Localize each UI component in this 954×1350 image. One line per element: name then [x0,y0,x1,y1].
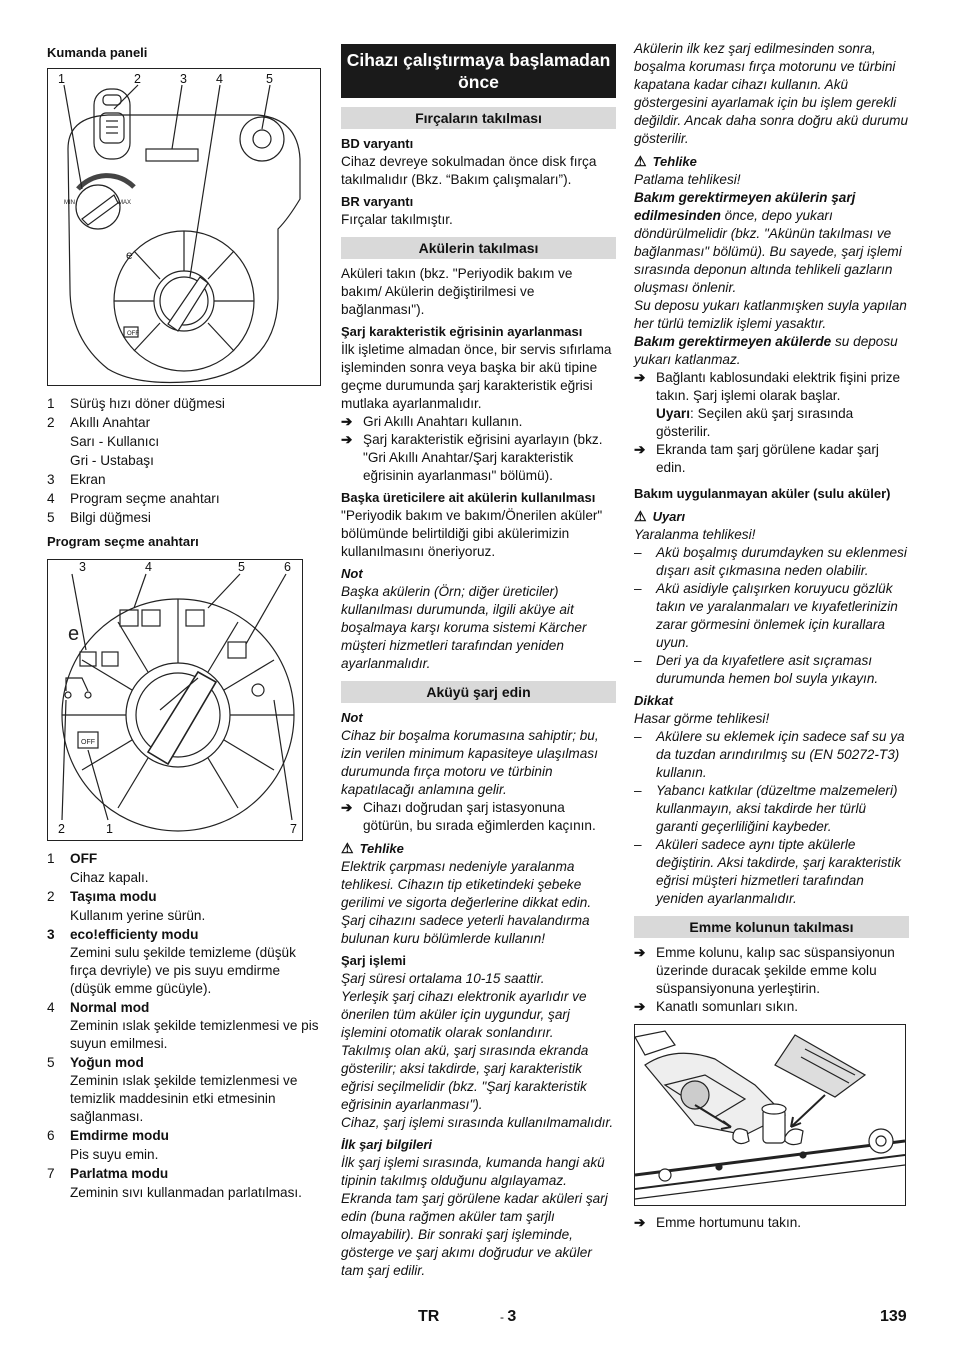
warning-item: – Akü boşalmış durumdayken su eklenmesi dışarı asit çıkmasına neden olabilir. [634,545,907,578]
suction-step-1: ➔ Emme kolunu, kalıp sac süspansiyonun üzerinde duracak şekilde emme kolu süspansiyonuna yerleştirin. [634,945,895,996]
fig1-min: MIN [64,200,75,206]
warning-icon: ⚠ [634,508,647,524]
plug-step: ➔ Bağlantı kablosundaki elektrik fişini prize takın. Şarj işlemi olarak başlar. [634,370,901,403]
fig1-label-3: 3 [180,72,187,86]
warning-title: ⚠ Uyarı [634,508,686,524]
wet-batteries-title: Bakım uygulanmayan aküler (sulu aküler) [634,486,891,501]
subhead-brushes: Fırçaların takılması [341,107,616,129]
right-column [634,40,909,1232]
subhead-suction: Emme kolunun takılması [634,916,909,938]
arrow-icon: ➔ [634,1215,646,1230]
mode-item: 2 Taşıma modu [47,889,157,904]
mode-item: 1 OFF [47,851,98,866]
fig1-off: OFF [127,331,139,337]
danger-title-2: ⚠ Tehlike [634,153,697,169]
legend-item: 2 Akıllı Anahtar [47,415,151,430]
fig2-label-1: 1 [106,822,113,836]
caution-title: Dikkat [634,693,674,708]
br-title: BR varyantı [341,194,414,209]
warning-sub: Yaralanma tehlikesi! [634,527,756,542]
fig2-label-6: 6 [284,560,291,574]
fig1-e: e [126,248,133,262]
arrow-icon: ➔ [341,800,353,815]
legend-item: 4 Program seçme anahtarı [47,491,220,506]
fig2-label-2: 2 [58,822,65,836]
suction-step-3: ➔ Emme hortumunu takın. [634,1215,802,1230]
arrow-icon: ➔ [634,370,646,385]
charging-text-3: Takılmış olan akü, şarj sırasında ekranda gösterilir; aksi takdirde, şarj karakteristik eğrisi seçilmelidir (bkz. "Şarj karakteristik eğrisinin ayarlanması"). [341,1043,589,1112]
fig2-label-5: 5 [238,560,245,574]
warning-item: – Akü asidiyle çalışırken koruyucu gözlük takın ve yaralanmaları ve kıyafetlerinizin zarar görmesini önlemek için kurallara uyun. [634,581,898,650]
plug-note: Uyarı: Seçilen akü şarj sırasında gösterilir. [656,406,854,439]
danger-text-3: Bakım gerektirmeyen akülerin şarj edilmesinden önce, depo yukarı döndürülmelidir (bkz. "Akünün takılması ve bağlanması" bölümü). Bu sayede, şarj işlemi sırasında deponun altında tehlikeli gazların oluşması önlenir. [634,190,902,295]
suction-bar-figure [634,1024,906,1206]
program-switch-title: Program seçme anahtarı [47,534,199,549]
warning-icon: ⚠ [634,153,647,169]
other-brands-title: Başka üreticilere ait akülerin kullanılması [341,490,596,505]
caution-item: – Akülere su eklemek için sadece saf su ya da tuzdan arındırılmış su (EN 50272-T3) kullanın. [634,729,905,780]
mode-item: 6 Emdirme modu [47,1128,169,1143]
control-panel-figure [47,68,321,386]
charge-step-1: ➔ Cihazı doğrudan şarj istasyonuna götürün, bu sırada eğimlerden kaçının. [341,800,596,833]
subhead-batteries: Akülerin takılması [341,237,616,259]
fig2-label-7: 7 [290,822,297,836]
mode-desc: Zemini sulu şekilde temizleme (düşük fırça devriyle) ve pis suyu emdirme (düşük emme gücüyle). [70,945,296,996]
danger-text-1: Elektrik çarpması nedeniyle yaralanma tehlikesi. Cihazın tip etiketindeki şebeke gerilimi ve sigorta değerlerine dikkat edin. [341,859,592,910]
mode-item: 7 Parlatma modu [47,1166,169,1181]
br-text: Fırçalar takılmıştır. [341,212,453,227]
middle-column [341,40,616,1280]
first-charge-title: İlk şarj bilgileri [341,1137,433,1152]
danger-text-5: Bakım gerektirmeyen akülerde su deposu yukarı katlanmaz. [634,334,898,367]
note-2-title: Not [341,710,363,725]
bd-title: BD varyantı [341,136,414,151]
mode-desc: Cihaz kapalı. [70,870,149,885]
legend-item: 5 Bilgi düğmesi [47,510,151,525]
control-panel-drawing [48,69,320,385]
curve-text: İlk işletime almadan önce, bir servis sıfırlama işleminden sonra veya başka bir akü tipine geçme durumunda şarj karakteristik eğrisi mutlaka ayarlanmalıdır. [341,342,612,411]
full-charge-step: ➔ Ekranda tam şarj görülene kadar şarj edin. [634,442,879,475]
arrow-icon: ➔ [634,999,646,1014]
legend-item: 3 Ekran [47,472,106,487]
charging-text-4: Cihaz, şarj işlemi sırasında kullanılmamalıdır. [341,1115,614,1130]
note-2-text: Cihaz bir boşalma korumasına sahiptir; bu, izin verilen minimum kapasiteye ulaşılması durumunda fırça motoru ve türbinin kapatılacağı anlamına gelir. [341,728,599,797]
section-banner: Cihazı çalıştırmaya başlamadan önce [341,44,616,98]
batteries-text: Aküleri takın (bkz. "Periyodik bakım ve bakım/ Akülerin değiştirilmesi ve bağlanması"). [341,266,573,317]
legend-item: Sarı - Kullanıcı [70,434,160,449]
mode-desc: Kullanım yerine sürün. [70,908,206,923]
mode-desc: Zeminin ıslak şekilde temizlenmesi ve temizlik maddesinin etki etmesinin sağlanması. [70,1073,298,1124]
caution-item: – Yabancı katkılar (düzeltme malzemeleri) kullanmayın, aksi takdirde her türlü garanti geçerliliğini kaybeder. [634,783,898,834]
curve-title: Şarj karakteristik eğrisinin ayarlanması [341,324,583,339]
warning-item: – Deri ya da kıyafetlere asit sıçraması durumunda hemen bol suyla yıkayın. [634,653,879,686]
control-panel-title: Kumanda paneli [47,45,148,60]
danger-title: ⚠ Tehlike [341,840,404,856]
note-1-text: Başka akülerin (Örn; diğer üreticiler) kullanılması durumunda, ilgili aküye ait boşalmaya karşı koruma sistemi Kärcher müşteri hizmetleri tarafından yeniden ayarlanmalıdır. [341,584,587,671]
note-1-title: Not [341,566,363,581]
charging-text-1: Şarj süresi ortalama 10-15 saattir. [341,971,545,986]
curve-step-1: ➔ Gri Akıllı Anahtarı kullanın. [341,414,523,429]
danger-text-2: Şarj cihazını sadece yeterli havalandırma bulunan kuru bölümlerde kullanın! [341,913,590,946]
fig2-label-4: 4 [145,560,152,574]
arrow-icon: ➔ [634,442,646,457]
left-column [47,40,323,1202]
charging-title: Şarj işlemi [341,953,407,968]
mode-item: 4 Normal mod [47,1000,150,1015]
danger-text-4: Su deposu yukarı katlanmışken suyla yapılan her türlü temizlik işlemi yasaktır. [634,298,907,331]
fig1-label-5: 5 [266,72,273,86]
bd-text: Cihaz devreye sokulmadan önce disk fırça takılmalıdır (Bkz. “Bakım çalışmaları”). [341,154,597,187]
footer-section-page: - 3 [500,1308,517,1325]
intro-text: Akülerin ilk kez şarj edilmesinden sonra, boşalma koruması fırça motorunu ve türbini kapatana kadar cihazı kullanın. Akü göstergesini ayarlamak için bu işlem gerekli değildir. Ancak daha sonra doğru akü durumu gösterilir. [634,41,909,146]
mode-desc: Pis suyu emin. [70,1147,159,1162]
footer-page-number: 139 [880,1308,907,1325]
fig2-off: OFF [81,739,95,746]
charging-text-2: Yerleşik şarj cihazı elektronik ayarlıdır ve önerilen tüm aküler için uygundur, şarj işlemini otomatik olarak sonlandırır. [341,989,587,1040]
fig1-label-4: 4 [216,72,223,86]
program-switch-figure [47,559,303,841]
first-charge-text: İlk şarj işlemi sırasında, kumanda hangi akü tipinin takılmış olduğunu algılayamaz. Ekranda tam şarj görülene kadar aküleri şarj edin (buna rağmen aküler tam şarjlı olmayabilir). Bir sonraki şarj işleminde, gösterge ve şarj akımı doğrudur ve aküler tam şarj edilir. [341,1155,608,1278]
mode-list [47,849,323,1202]
arrow-icon: ➔ [634,945,646,960]
arrow-icon: ➔ [341,414,353,429]
warning-icon: ⚠ [341,840,354,856]
other-brands-text: "Periyodik bakım ve bakım/Önerilen aküler" bölümünde belirtildiği gibi akülerimizin kullanılmasını öneriyoruz. [341,508,603,559]
footer-language: TR [418,1308,440,1325]
control-panel-legend [47,394,323,527]
suction-step-2: ➔ Kanatlı somunları sıkın. [634,999,799,1014]
caution-item: – Aküleri sadece aynı tipte akülerle değiştirin. Aksi takdirde, şarj karakteristik eğrisi müşteri hizmetleri tarafından yeniden ayarlanmalıdır. [634,837,902,906]
curve-step-2: ➔ Şarj karakteristik eğrisini ayarlayın (bkz. "Gri Akıllı Anahtar/Şarj karakteristik eğrisinin ayarlanması" bölümü). [341,432,603,483]
fig2-e: e [68,623,80,645]
fig1-label-1: 1 [58,72,65,86]
legend-item: Gri - Ustabaşı [70,453,154,468]
legend-item: 1 Sürüş hızı döner düğmesi [47,396,225,411]
program-switch-drawing [48,560,302,840]
fig1-max: MAX [118,200,132,206]
subhead-charge: Aküyü şarj edin [341,681,616,703]
mode-item: 5 Yoğun mod [47,1055,144,1070]
mode-desc: Zeminin sıvı kullanmadan parlatılması. [70,1185,302,1200]
mode-desc: Zeminin ıslak şekilde temizlenmesi ve pis suyun emilmesi. [70,1018,319,1051]
danger-sub: Patlama tehlikesi! [634,172,741,187]
suction-bar-drawing [635,1025,905,1205]
caution-sub: Hasar görme tehlikesi! [634,711,770,726]
mode-item: 3 eco!efficienty modu [47,927,199,942]
fig1-label-2: 2 [134,72,141,86]
arrow-icon: ➔ [341,432,353,447]
fig2-label-3: 3 [79,560,86,574]
